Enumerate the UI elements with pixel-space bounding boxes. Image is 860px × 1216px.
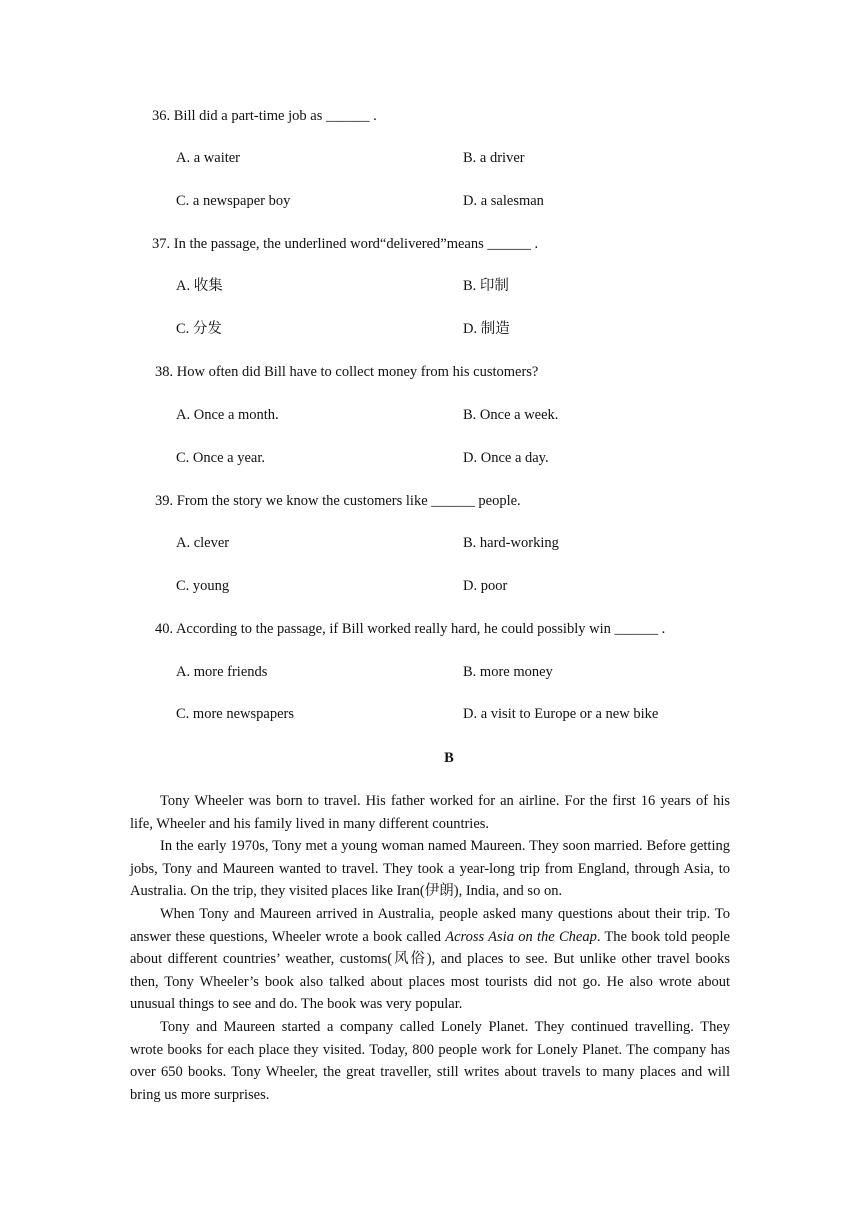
question-39-option-c: C. young <box>176 578 230 594</box>
question-38-option-b: B. Once a week. <box>463 407 559 423</box>
question-38-option-c: C. Once a year. <box>176 450 265 466</box>
passage-paragraph-1: Tony Wheeler was born to travel. His father worked for an airline. For the first 16 years of his life, Wheeler and his family lived in many different countries. <box>130 793 730 832</box>
question-36-option-d: D. a salesman <box>463 193 544 209</box>
book-title: Across Asia on the Cheap <box>445 928 597 945</box>
question-38-option-d: D. Once a day. <box>463 450 549 466</box>
reading-passage <box>130 790 730 1106</box>
question-37-option-d: D. 制造 <box>463 321 510 337</box>
question-40-stem: 40. According to the passage, if Bill worked really hard, he could possibly win ______ . <box>155 621 666 637</box>
question-40-option-b: B. more money <box>463 664 553 680</box>
question-37-stem: 37. In the passage, the underlined word“delivered”means ______ . <box>152 236 539 252</box>
question-38-stem: 38. How often did Bill have to collect money from his customers? <box>155 364 539 380</box>
question-39-option-a: A. clever <box>176 535 230 551</box>
passage-paragraph-4: Tony and Maureen started a company called Lonely Planet. They continued travelling. They wrote books for each place they visited. Today, 800 people work for Lonely Planet. The company has over 650 books. Tony Wheeler, the great traveller, still writes about travels to many places and will bring us more surprises. <box>130 1018 730 1103</box>
section-b-heading: B <box>444 750 454 766</box>
question-37-option-c: C. 分发 <box>176 321 222 337</box>
question-37-option-b: B. 印制 <box>463 278 509 294</box>
question-36-stem: 36. Bill did a part-time job as ______ . <box>152 108 377 124</box>
question-38-option-a: A. Once a month. <box>176 407 279 423</box>
question-36-option-b: B. a driver <box>463 150 525 166</box>
question-37-option-a: A. 收集 <box>176 278 223 294</box>
paragraph-3-rest: . The book told people about different countries’ weather, customs(风俗), and places to see. But unlike other travel books then, Tony Wheeler’s book also talked about places most tourists did not go. He also wrote about unusual things to see and do. The book was very popular. <box>130 928 730 1013</box>
question-39-stem: 39. From the story we know the customers like ______ people. <box>155 493 521 509</box>
question-40-option-c: C. more newspapers <box>176 706 294 722</box>
question-40-option-a: A. more friends <box>176 664 268 680</box>
paragraph-3-lead: When Tony and Maureen arrived in Australia, people asked many questions about their trip. To answer these questions, Wheeler wrote a book called <box>130 905 730 945</box>
question-39-option-b: B. hard-working <box>463 535 559 551</box>
passage-paragraph-2: In the early 1970s, Tony met a young woman named Maureen. They soon married. Before getting jobs, Tony and Maureen wanted to travel. They took a year-long trip from England, through Asia, to Australia. On the trip, they visited places like Iran(伊朗), India, and so on. <box>130 838 730 900</box>
question-36-option-c: C. a newspaper boy <box>176 193 291 209</box>
question-40-option-d: D. a visit to Europe or a new bike <box>463 706 659 722</box>
passage-paragraph-3 <box>130 903 730 1016</box>
question-39-option-d: D. poor <box>463 578 508 594</box>
question-36-option-a: A. a waiter <box>176 150 241 166</box>
